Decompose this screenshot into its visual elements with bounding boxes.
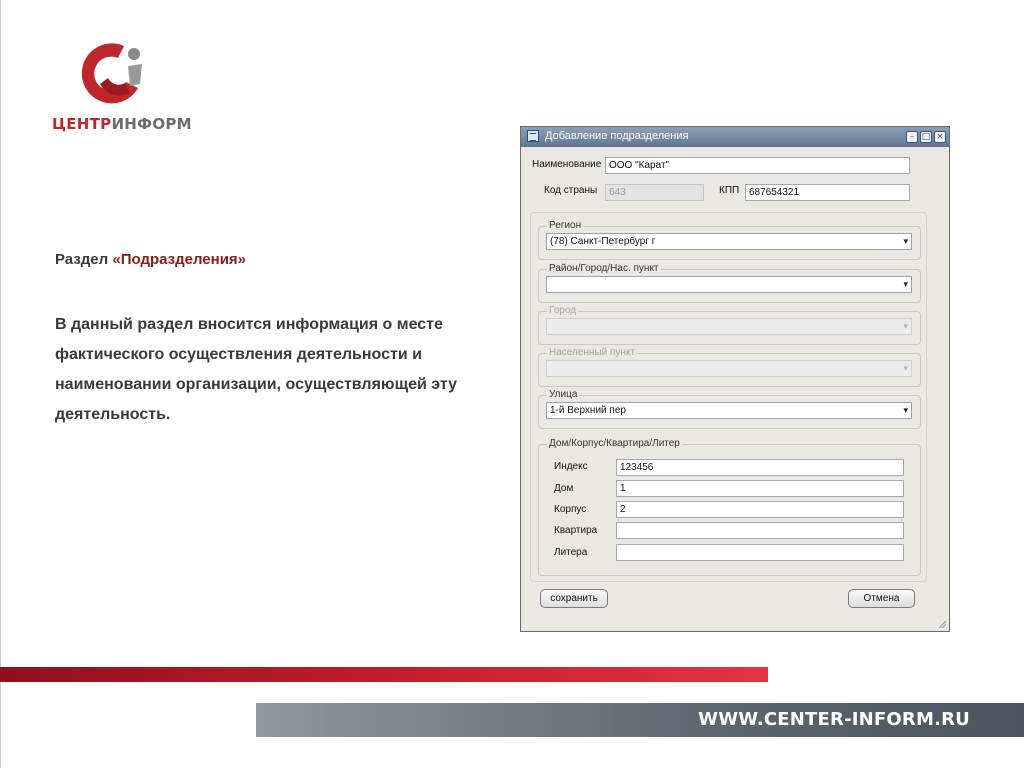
left-border-line — [0, 0, 1, 768]
street-value: 1-й Верхний пер — [550, 405, 626, 416]
index-label: Индекс — [554, 461, 588, 472]
region-value: (78) Санкт-Петербург г — [550, 236, 656, 247]
section-description: В данный раздел вносится информация о месте фактического осуществления деятельности и наименовании организации, осуществляющей эту деятельность. — [55, 316, 458, 423]
brand-part-gray: ИНФОРМ — [111, 115, 192, 133]
city-select — [546, 318, 912, 335]
city-group — [538, 305, 921, 345]
chevron-down-icon[interactable]: ▾ — [903, 280, 908, 290]
section-title — [55, 251, 246, 268]
section-title-accent: «Подразделения» — [112, 251, 247, 268]
settlement-group — [538, 347, 921, 387]
name-label: Наименование — [532, 159, 602, 170]
city-label: Город — [549, 305, 577, 316]
dialog-title: Добавление подразделения — [545, 130, 689, 142]
brand-part-red: ЦЕНТР — [52, 115, 112, 133]
street-label: Улица — [549, 389, 578, 400]
close-icon[interactable]: × — [934, 131, 946, 143]
country-code-label: Код страны — [544, 185, 598, 196]
street-select[interactable] — [546, 402, 912, 419]
minimize-icon[interactable]: – — [906, 131, 918, 143]
chevron-down-icon[interactable]: ▾ — [903, 237, 908, 247]
country-code-input: 643 — [605, 184, 704, 201]
index-input[interactable]: 123456 — [616, 459, 904, 476]
website-url: WWW.CENTER-INFORM.RU — [698, 709, 970, 730]
section-title-prefix: Раздел — [55, 251, 113, 268]
maximize-icon[interactable]: □ — [921, 132, 931, 142]
building-input[interactable]: 2 — [616, 501, 904, 518]
settlement-label: Населенный пункт — [549, 347, 636, 358]
district-select[interactable] — [546, 276, 912, 293]
kpp-input[interactable]: 687654321 — [745, 184, 910, 201]
house-group — [538, 438, 921, 576]
resize-grip-icon[interactable] — [938, 620, 946, 628]
house-input[interactable]: 1 — [616, 480, 904, 497]
district-label: Район/Город/Нас. пункт — [549, 263, 659, 274]
region-group — [538, 220, 921, 260]
apartment-input[interactable] — [616, 522, 904, 539]
kpp-label: КПП — [719, 185, 740, 196]
liter-input[interactable] — [616, 544, 904, 561]
building-label: Корпус — [554, 504, 587, 515]
red-decorative-band — [0, 667, 768, 682]
apartment-label: Квартира — [554, 525, 598, 536]
region-label: Регион — [549, 220, 582, 231]
name-input[interactable]: ООО "Карат" — [605, 157, 910, 174]
brand-name — [52, 115, 192, 133]
address-group — [530, 212, 927, 582]
cancel-button[interactable]: Отмена — [848, 589, 915, 608]
center-inform-logo-icon — [80, 38, 150, 110]
chevron-down-icon[interactable]: ▾ — [903, 406, 908, 416]
chevron-down-icon: ▾ — [903, 322, 908, 332]
window-app-icon — [527, 130, 539, 142]
region-select[interactable] — [546, 233, 912, 250]
house-group-label: Дом/Корпус/Квартира/Литер — [549, 438, 680, 449]
dialog-titlebar[interactable] — [521, 127, 949, 147]
add-subdivision-dialog — [520, 126, 950, 632]
house-label: Дом — [554, 483, 574, 494]
chevron-down-icon: ▾ — [903, 364, 908, 374]
liter-label: Литера — [554, 547, 588, 558]
district-group — [538, 263, 921, 303]
save-button[interactable]: сохранить — [540, 589, 608, 608]
settlement-select — [546, 360, 912, 377]
street-group — [538, 389, 921, 429]
